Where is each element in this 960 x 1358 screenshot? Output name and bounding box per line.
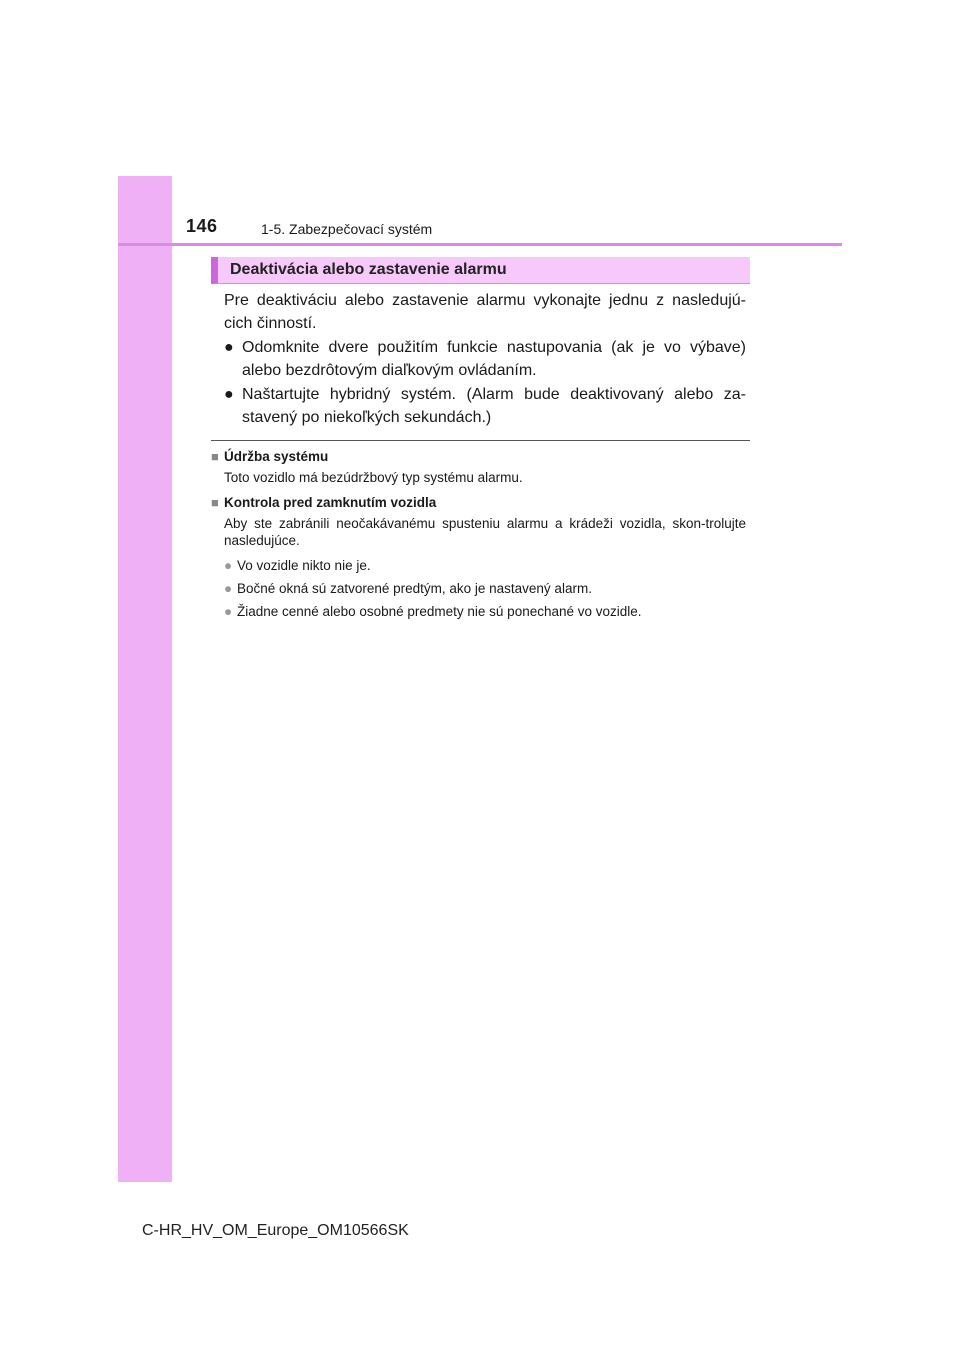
bullet-text: Odomknite dvere použitím funkcie nastupovania (ak je vo výbave) alebo bezdrôtovým diaľkovým ovládaním. (242, 339, 746, 379)
page-number: 146 (186, 216, 218, 236)
gray-dot-icon: ● (224, 604, 233, 619)
square-bullet-icon: ■ (211, 495, 219, 510)
note-list-item: ● Vo vozidle nikto nie je. (224, 558, 371, 573)
note-title-check: ■ Kontrola pred zamknutím vozidla (211, 495, 437, 510)
section-heading: Deaktivácia alebo zastavenie alarmu (230, 261, 507, 278)
document-footer: C-HR_HV_OM_Europe_OM10566SK (142, 1222, 409, 1239)
note-body-maintenance: Toto vozidlo má bezúdržbový typ systému alarmu. (224, 470, 523, 485)
gray-dot-icon: ● (224, 581, 233, 596)
notes-divider (211, 440, 750, 441)
bullet-text: Naštartujte hybridný systém. (Alarm bude deaktivovaný alebo za-stavený po niekoľkých sekundách.) (242, 386, 746, 426)
note-list-item: ● Bočné okná sú zatvorené predtým, ako je nastavený alarm. (224, 581, 592, 596)
bullet-item (224, 336, 746, 382)
note-list-item: ● Žiadne cenné alebo osobné predmety nie sú ponechané vo vozidle. (224, 604, 642, 619)
intro-paragraph: Pre deaktiváciu alebo zastavenie alarmu vykonajte jednu z nasledujú-cich činností. (224, 292, 746, 332)
bullet-dot-icon: ● (224, 386, 234, 403)
bullet-dot-icon: ● (224, 339, 234, 356)
note-body-check: Aby ste zabránili neočakávanému spusteniu alarmu a krádeži vozidla, skon-trolujte nasledujúce. (224, 516, 746, 548)
section-title: 1-5. Zabezpečovací systém (261, 221, 433, 237)
square-bullet-icon: ■ (211, 449, 219, 464)
section-heading-box (211, 257, 750, 284)
header-rule (118, 243, 842, 246)
note-title-maintenance: ■ Údržba systému (211, 449, 329, 464)
gray-dot-icon: ● (224, 558, 233, 573)
bullet-item (224, 383, 746, 429)
side-tab-band (118, 176, 172, 1182)
main-content (224, 289, 746, 429)
notes-section (211, 448, 746, 626)
